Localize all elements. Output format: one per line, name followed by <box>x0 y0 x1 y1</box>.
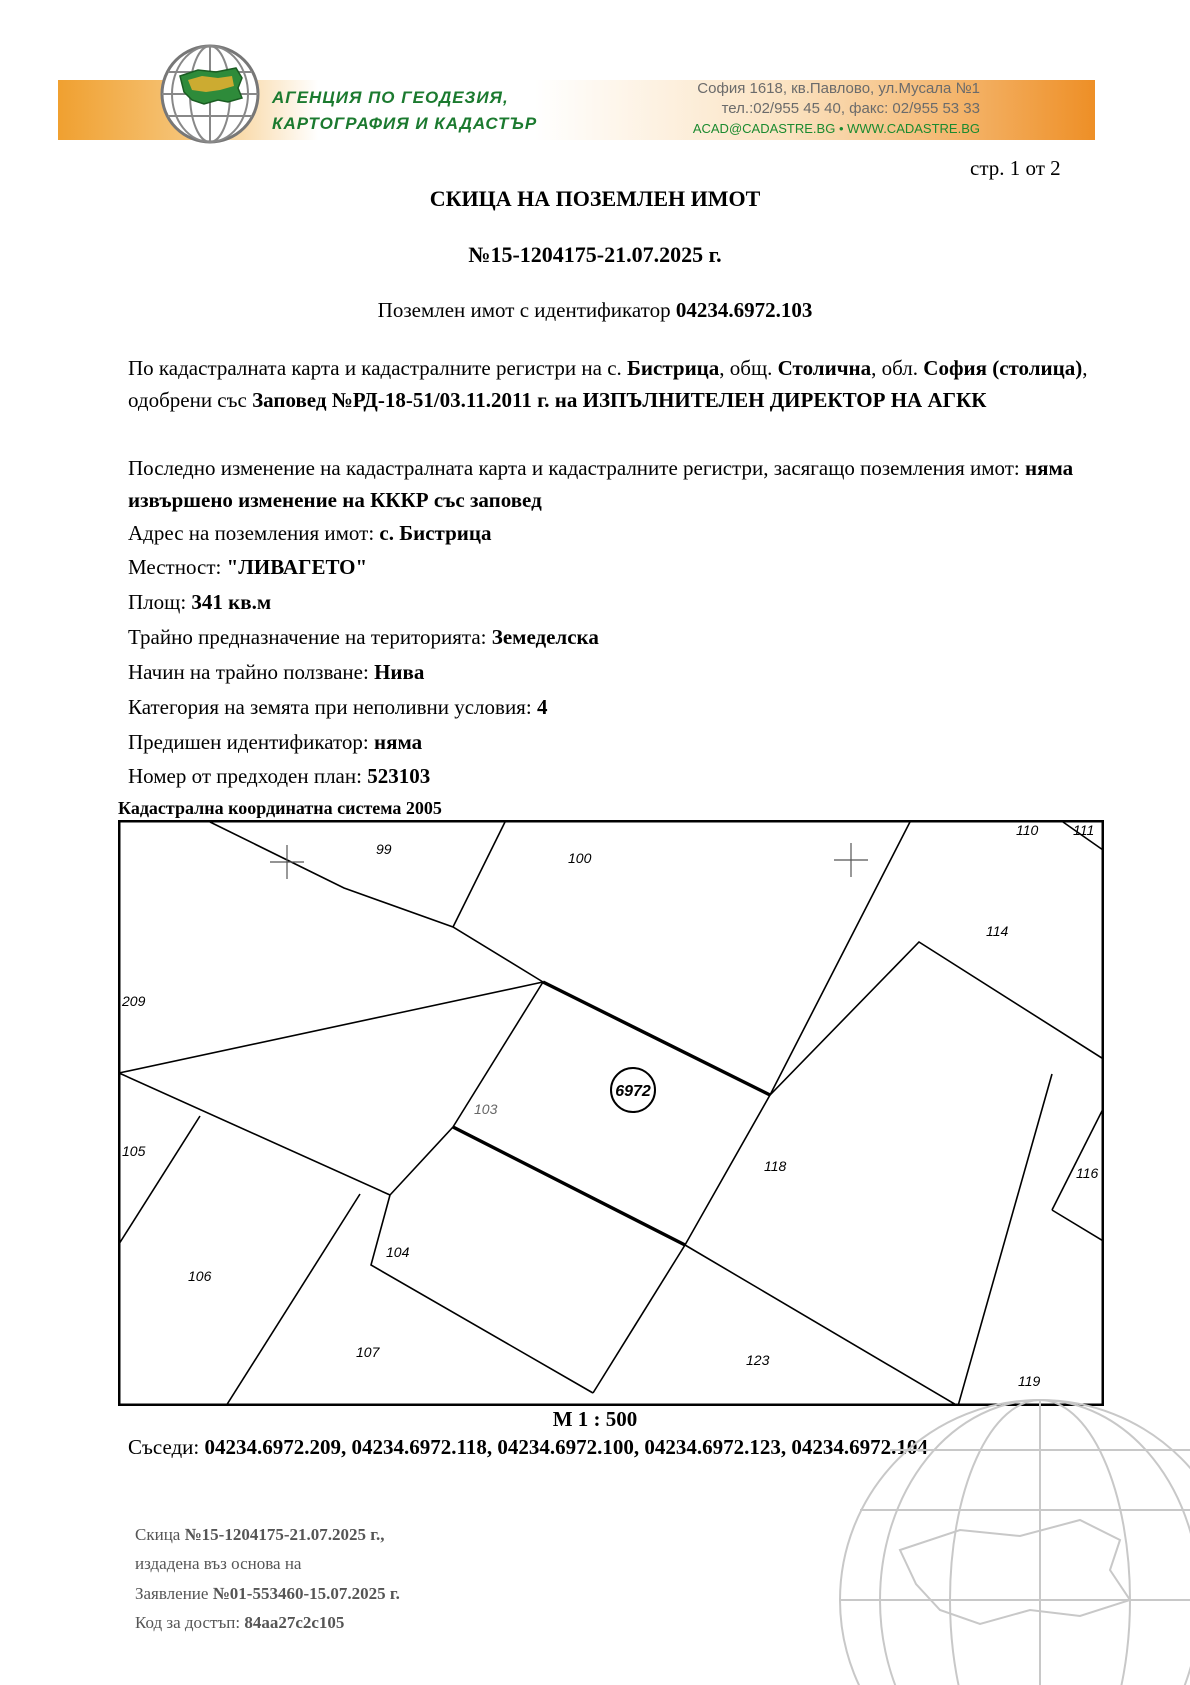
parcel-label: 103 <box>474 1101 498 1117</box>
footer-sketch: Скица №15-1204175-21.07.2025 г., <box>135 1525 385 1544</box>
parcel-label: 105 <box>122 1143 146 1159</box>
parcel-label: 110 <box>1016 822 1039 838</box>
identifier-line <box>0 298 1190 323</box>
parcel-label: 209 <box>122 993 146 1009</box>
parcel-label: 114 <box>986 923 1009 939</box>
field-area: Площ: 341 кв.м <box>128 590 272 614</box>
identifier-label: Поземлен имот с идентификатор <box>377 298 671 322</box>
parcel-label: 116 <box>1076 1165 1099 1181</box>
parcel-label: 106 <box>188 1268 212 1284</box>
cadastre-region: София (столица) <box>923 356 1083 380</box>
parcel-label: 107 <box>356 1344 380 1360</box>
last-change-paragraph <box>128 452 1098 516</box>
block-number: 6972 <box>615 1083 651 1100</box>
map-scale: М 1 : 500 <box>552 1407 638 1431</box>
field-prev-id: Предишен идентификатор: няма <box>128 730 423 754</box>
parcel-label: 119 <box>1018 1373 1041 1389</box>
agency-web: ACAD@CADASTRE.BG • WWW.CADASTRE.BG <box>692 121 980 136</box>
cadastre-paragraph <box>128 352 1098 416</box>
globe-bulgaria-icon <box>158 42 262 146</box>
neighbors-label: Съседи: <box>128 1435 200 1459</box>
cadastre-text-4: , одобрени със <box>128 356 1088 412</box>
parcel-label: 104 <box>386 1244 410 1260</box>
agency-phones: тел.:02/955 45 40, факс: 02/955 53 33 <box>721 100 980 117</box>
parcel-label: 111 <box>1073 822 1095 838</box>
sketch-number: №15-1204175-21.07.2025 г. <box>468 242 722 267</box>
parcel-label: 118 <box>764 1158 787 1174</box>
coord-system-label: Кадастрална координатна система 2005 <box>118 798 442 818</box>
parcel-label: 123 <box>746 1352 770 1368</box>
identifier-value: 04234.6972.103 <box>675 298 813 322</box>
globe-watermark-icon <box>820 1370 1190 1685</box>
parcel-label: 100 <box>568 850 592 866</box>
cadastre-text-1: По кадастралната карта и кадастралните регистри на с. <box>128 356 622 380</box>
footer-access-code: Код за достъп: 84aa27c2c105 <box>135 1613 345 1632</box>
agency-address: София 1618, кв.Павлово, ул.Мусала №1 <box>697 80 980 97</box>
last-change-value: няма извършено изменение на КККР със заповед <box>128 456 1074 512</box>
field-locality: Местност: "ЛИВАГЕТО" <box>128 555 368 579</box>
cadastre-text-2: , общ. <box>719 356 773 380</box>
neighbors-value: 04234.6972.209, 04234.6972.118, 04234.6972.100, 04234.6972.123, 04234.6972.104 <box>204 1435 928 1459</box>
page-number: стр. 1 от 2 <box>970 156 1061 180</box>
footer-application: Заявление №01-553460-15.07.2025 г. <box>135 1584 400 1603</box>
last-change-label: Последно изменение на кадастралната карта и кадастралните регистри, засягащо поземления имот: <box>128 456 1020 480</box>
field-address: Адрес на поземления имот: с. Бистрица <box>128 521 492 545</box>
agency-name-line2: КАРТОГРАФИЯ И КАДАСТЪР <box>272 114 538 133</box>
field-prev-plan: Номер от предходен план: 523103 <box>128 764 431 788</box>
footer-basis: издадена въз основа на <box>135 1554 302 1573</box>
cadastre-village: Бистрица <box>627 356 720 380</box>
cadastral-map <box>118 820 1104 1406</box>
cadastre-order: Заповед №РД-18-51/03.11.2011 г. на ИЗПЪЛНИТЕЛЕН ДИРЕКТОР НА АГКК <box>252 388 987 412</box>
field-usage: Начин на трайно ползване: Нива <box>128 660 425 684</box>
neighbors-line <box>128 1435 928 1460</box>
cadastre-text-3: , обл. <box>871 356 919 380</box>
field-category: Категория на земята при неполивни условия: 4 <box>128 695 548 719</box>
agency-name-line1: АГЕНЦИЯ ПО ГЕОДЕЗИЯ, <box>272 88 509 107</box>
field-purpose: Трайно предназначение на територията: Земеделска <box>128 625 599 649</box>
parcel-label: 99 <box>376 841 392 857</box>
cadastre-municipality: Столична <box>777 356 872 380</box>
document-title: СКИЦА НА ПОЗЕМЛЕН ИМОТ <box>429 186 761 211</box>
